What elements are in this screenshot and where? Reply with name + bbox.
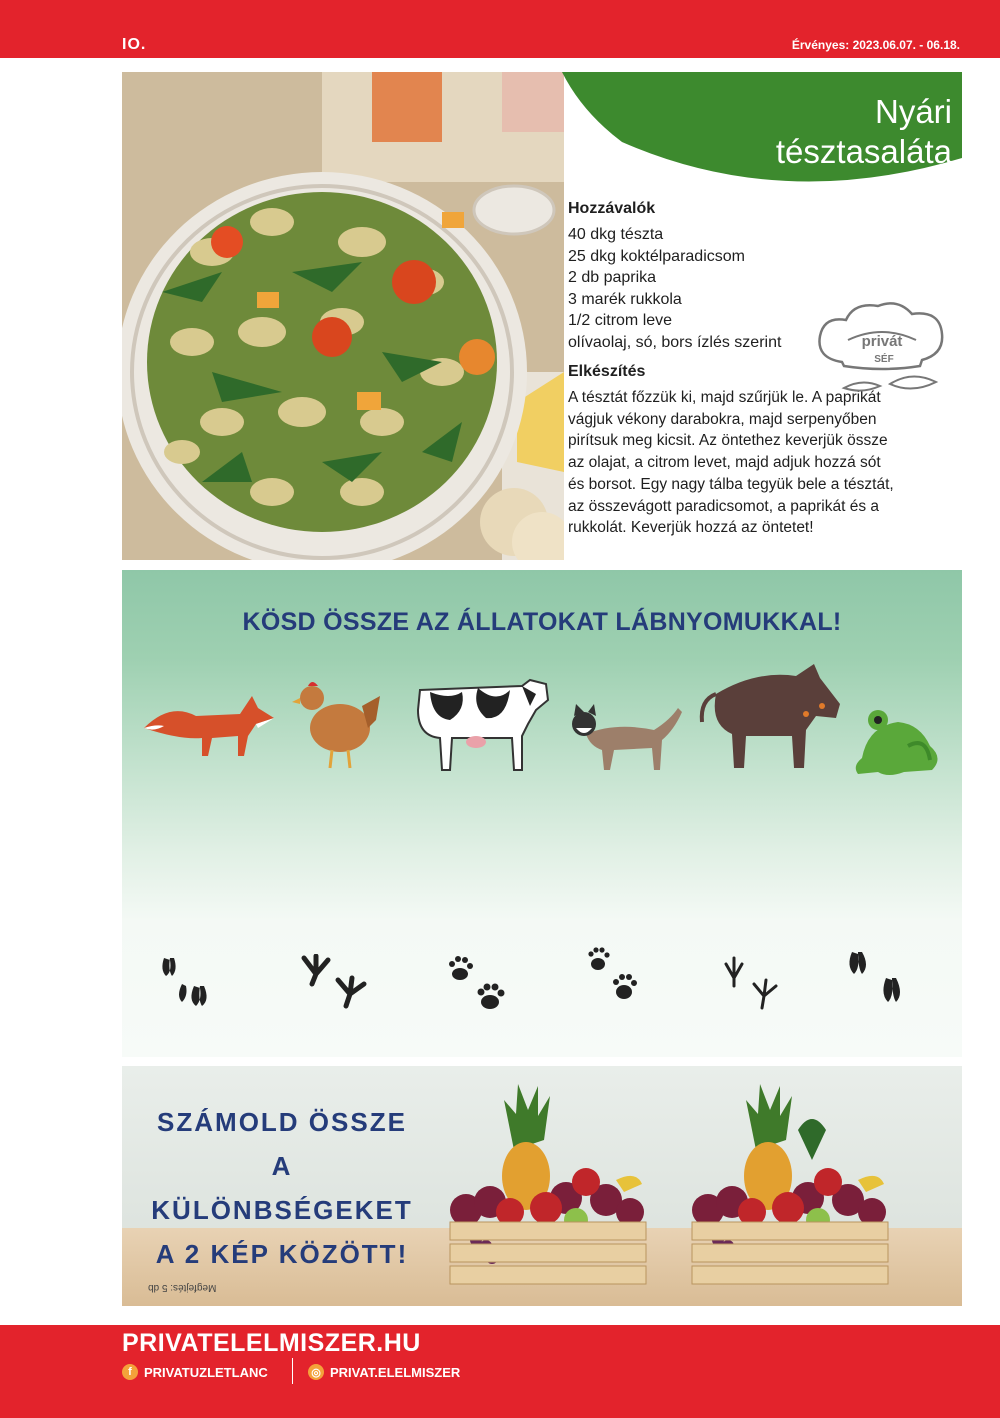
chicken-print-icon: [722, 956, 782, 1012]
recipe-title: Nyári tésztasaláta: [775, 93, 952, 170]
small-paw-print-icon: [582, 946, 642, 1008]
spot-the-difference-game: [122, 1066, 962, 1306]
frog-icon: [848, 706, 948, 782]
preparation-line: az olajat, a citrom levet, majd adjuk hozzá sót: [568, 454, 881, 472]
difference-heading: SZÁMOLD ÖSSZE A KÜLÖNBSÉGEKET A 2 KÉP KÖZÖTT!: [151, 1107, 413, 1269]
preparation-line: A tésztát főzzük ki, majd szűrjük le. A paprikát: [568, 389, 881, 406]
animal-game-heading: KÖSD ÖSSZE AZ ÁLLATOKAT LÁBNYOMUKKAL!: [242, 608, 842, 636]
bird-print-icon: [298, 954, 370, 1010]
recipe-section: [122, 72, 962, 560]
instagram-link[interactable]: [308, 1359, 460, 1385]
chef-badge-line2: SÉF: [874, 354, 894, 365]
fruit-crate-image-right: [688, 1080, 892, 1294]
validity-text: Érvényes: 2023.06.07. - 06.18.: [791, 38, 960, 52]
chef-hat-icon: [812, 300, 952, 398]
ingredient-item: 1/2 citrom leve: [568, 312, 673, 329]
footer-divider: [292, 1358, 293, 1384]
cloven-hoof-print-icon: [846, 948, 910, 1010]
cat-icon: [566, 700, 686, 776]
facebook-handle: PRIVATUZLETLANC: [144, 1364, 268, 1380]
paw-print-icon: [444, 954, 508, 1014]
ingredient-item: 2 db paprika: [568, 269, 657, 286]
ingredient-item: 40 dkg tészta: [568, 226, 664, 243]
page-number: IO.: [122, 36, 147, 53]
fruit-crate-image-left: [446, 1080, 650, 1294]
boar-icon: [696, 656, 846, 776]
cow-icon: [410, 666, 550, 776]
chef-badge-line1: privát: [861, 333, 903, 350]
facebook-link[interactable]: [122, 1359, 268, 1385]
website-link[interactable]: PRIVATELELMISZER.HU: [122, 1329, 421, 1357]
ingredient-item: 25 dkg koktélparadicsom: [568, 247, 745, 265]
preparation-line: rukkolát. Keverjük hozzá az öntetet!: [568, 519, 814, 537]
pasta-salad-photo: [122, 72, 564, 560]
fox-icon: [140, 682, 280, 762]
preparation-line: az összevágott paradicsomot, a paprikát és a: [568, 497, 880, 515]
instagram-handle: PRIVAT.ELELMISZER: [330, 1364, 461, 1380]
chicken-icon: [292, 676, 382, 772]
preparation-heading: Elkészítés: [568, 363, 646, 380]
ingredients-heading: Hozzávalók: [568, 200, 656, 217]
ingredient-item: olívaolaj, só, bors ízlés szerint: [568, 333, 782, 351]
top-bar: [0, 0, 1000, 58]
preparation-line: pirítsuk meg kicsit. Az öntethez keverjük össze: [568, 432, 888, 450]
instagram-icon: ◎: [308, 1364, 324, 1380]
ingredient-item: 3 marék rukkola: [568, 290, 682, 308]
preparation-line: és borsot. Egy nagy tálba tegyük bele a tésztát,: [568, 475, 894, 493]
preparation-line: vágjuk vékony darabokra, majd serpenyőben: [568, 410, 877, 428]
difference-answer: Megfejtés: 5 db: [148, 1282, 217, 1293]
facebook-icon: f: [122, 1364, 138, 1380]
hoof-print-icon: [158, 952, 222, 1012]
footer: [0, 1325, 1000, 1418]
animal-footprint-game: [122, 570, 962, 1057]
